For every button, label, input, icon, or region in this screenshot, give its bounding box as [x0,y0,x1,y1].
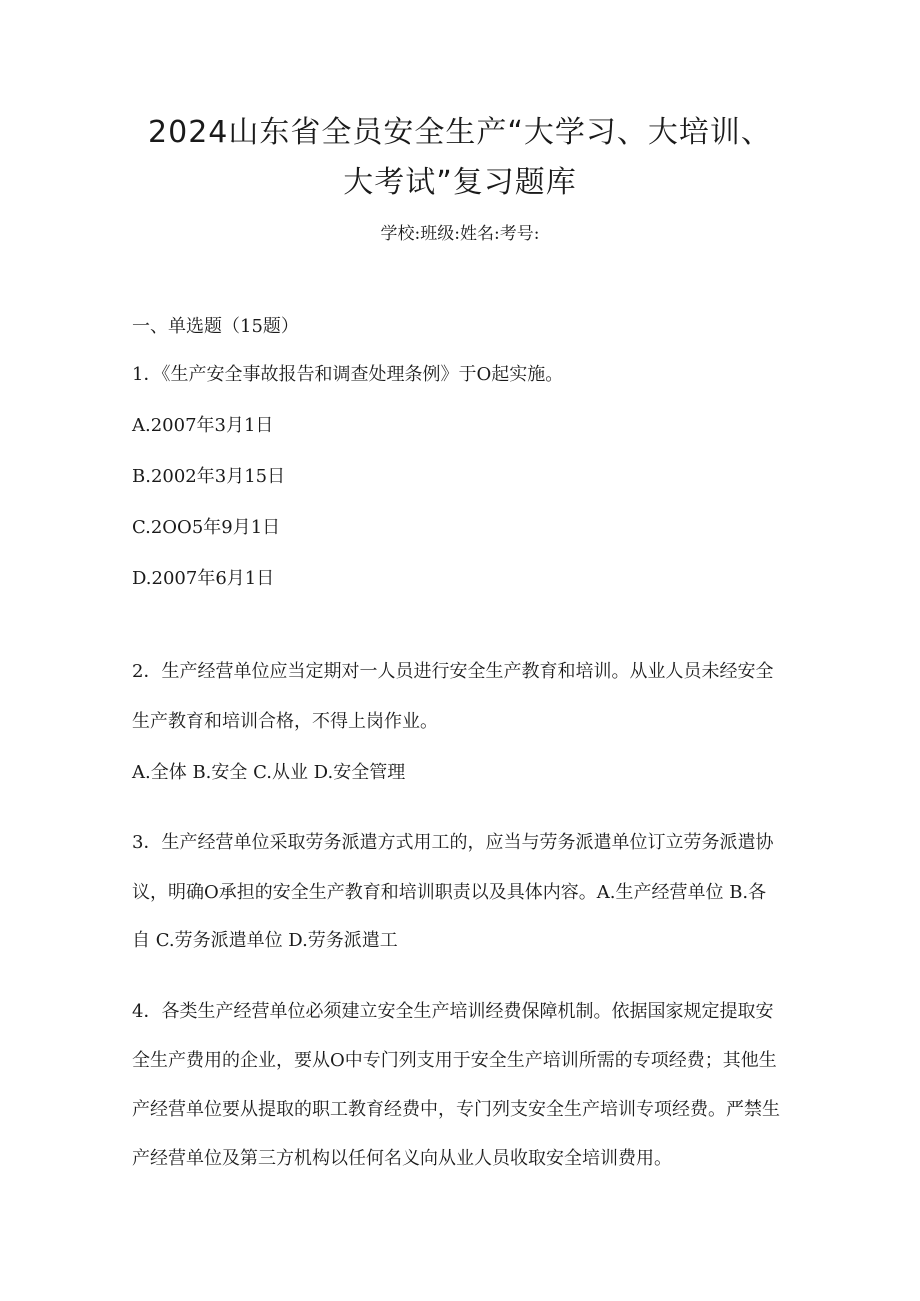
document-title-line2: 大考试”复习题库 [343,165,577,200]
question-3-text-line3: 自 C.劳务派遣单位 D.劳务派遣工 [132,930,398,951]
question-3-text-line2: 议，明确O承担的安全生产教育和培训职责以及具体内容。A.生产经营单位 B.各 [132,882,767,903]
question-4-text-line3: 产经营单位要从提取的职工教育经费中，专门列支安全生产培训专项经费。严禁生 [132,1099,780,1120]
document-title-line1: 2024山东省全员安全生产“大学习、大培训、 [148,115,772,150]
question-4-text-line4: 产经营单位及第三方机构以任何名义向从业人员收取安全培训费用。 [132,1148,672,1169]
question-4-text-line2: 全生产费用的企业，要从O中专门列支用于安全生产培训所需的专项经费；其他生 [132,1050,777,1071]
question-2-text-line1: 2．生产经营单位应当定期对一人员进行安全生产教育和培训。从业人员未经安全 [132,661,774,682]
question-1-text: 1．《生产安全事故报告和调查处理条例》于O起实施。 [132,364,564,385]
student-info-line: 学校:班级:姓名:考号: [380,224,540,244]
question-4-text-line1: 4．各类生产经营单位必须建立安全生产培训经费保障机制。依据国家规定提取安 [132,1001,774,1022]
question-1-option-a: A.2007年3月1日 [132,415,274,436]
question-1-option-c: C.2OO5年9月1日 [132,517,281,538]
section-heading: 一、单选题（15题） [132,316,299,337]
question-3-text-line1: 3．生产经营单位采取劳务派遣方式用工的，应当与劳务派遣单位订立劳务派遣协 [132,832,774,853]
question-2-options: A.全体 B.安全 C.从业 D.安全管理 [132,762,406,783]
question-1-option-b: B.2002年3月15日 [132,466,286,487]
question-2-text-line2: 生产教育和培训合格，不得上岗作业。 [132,711,438,732]
question-1-option-d: D.2007年6月1日 [132,568,275,589]
